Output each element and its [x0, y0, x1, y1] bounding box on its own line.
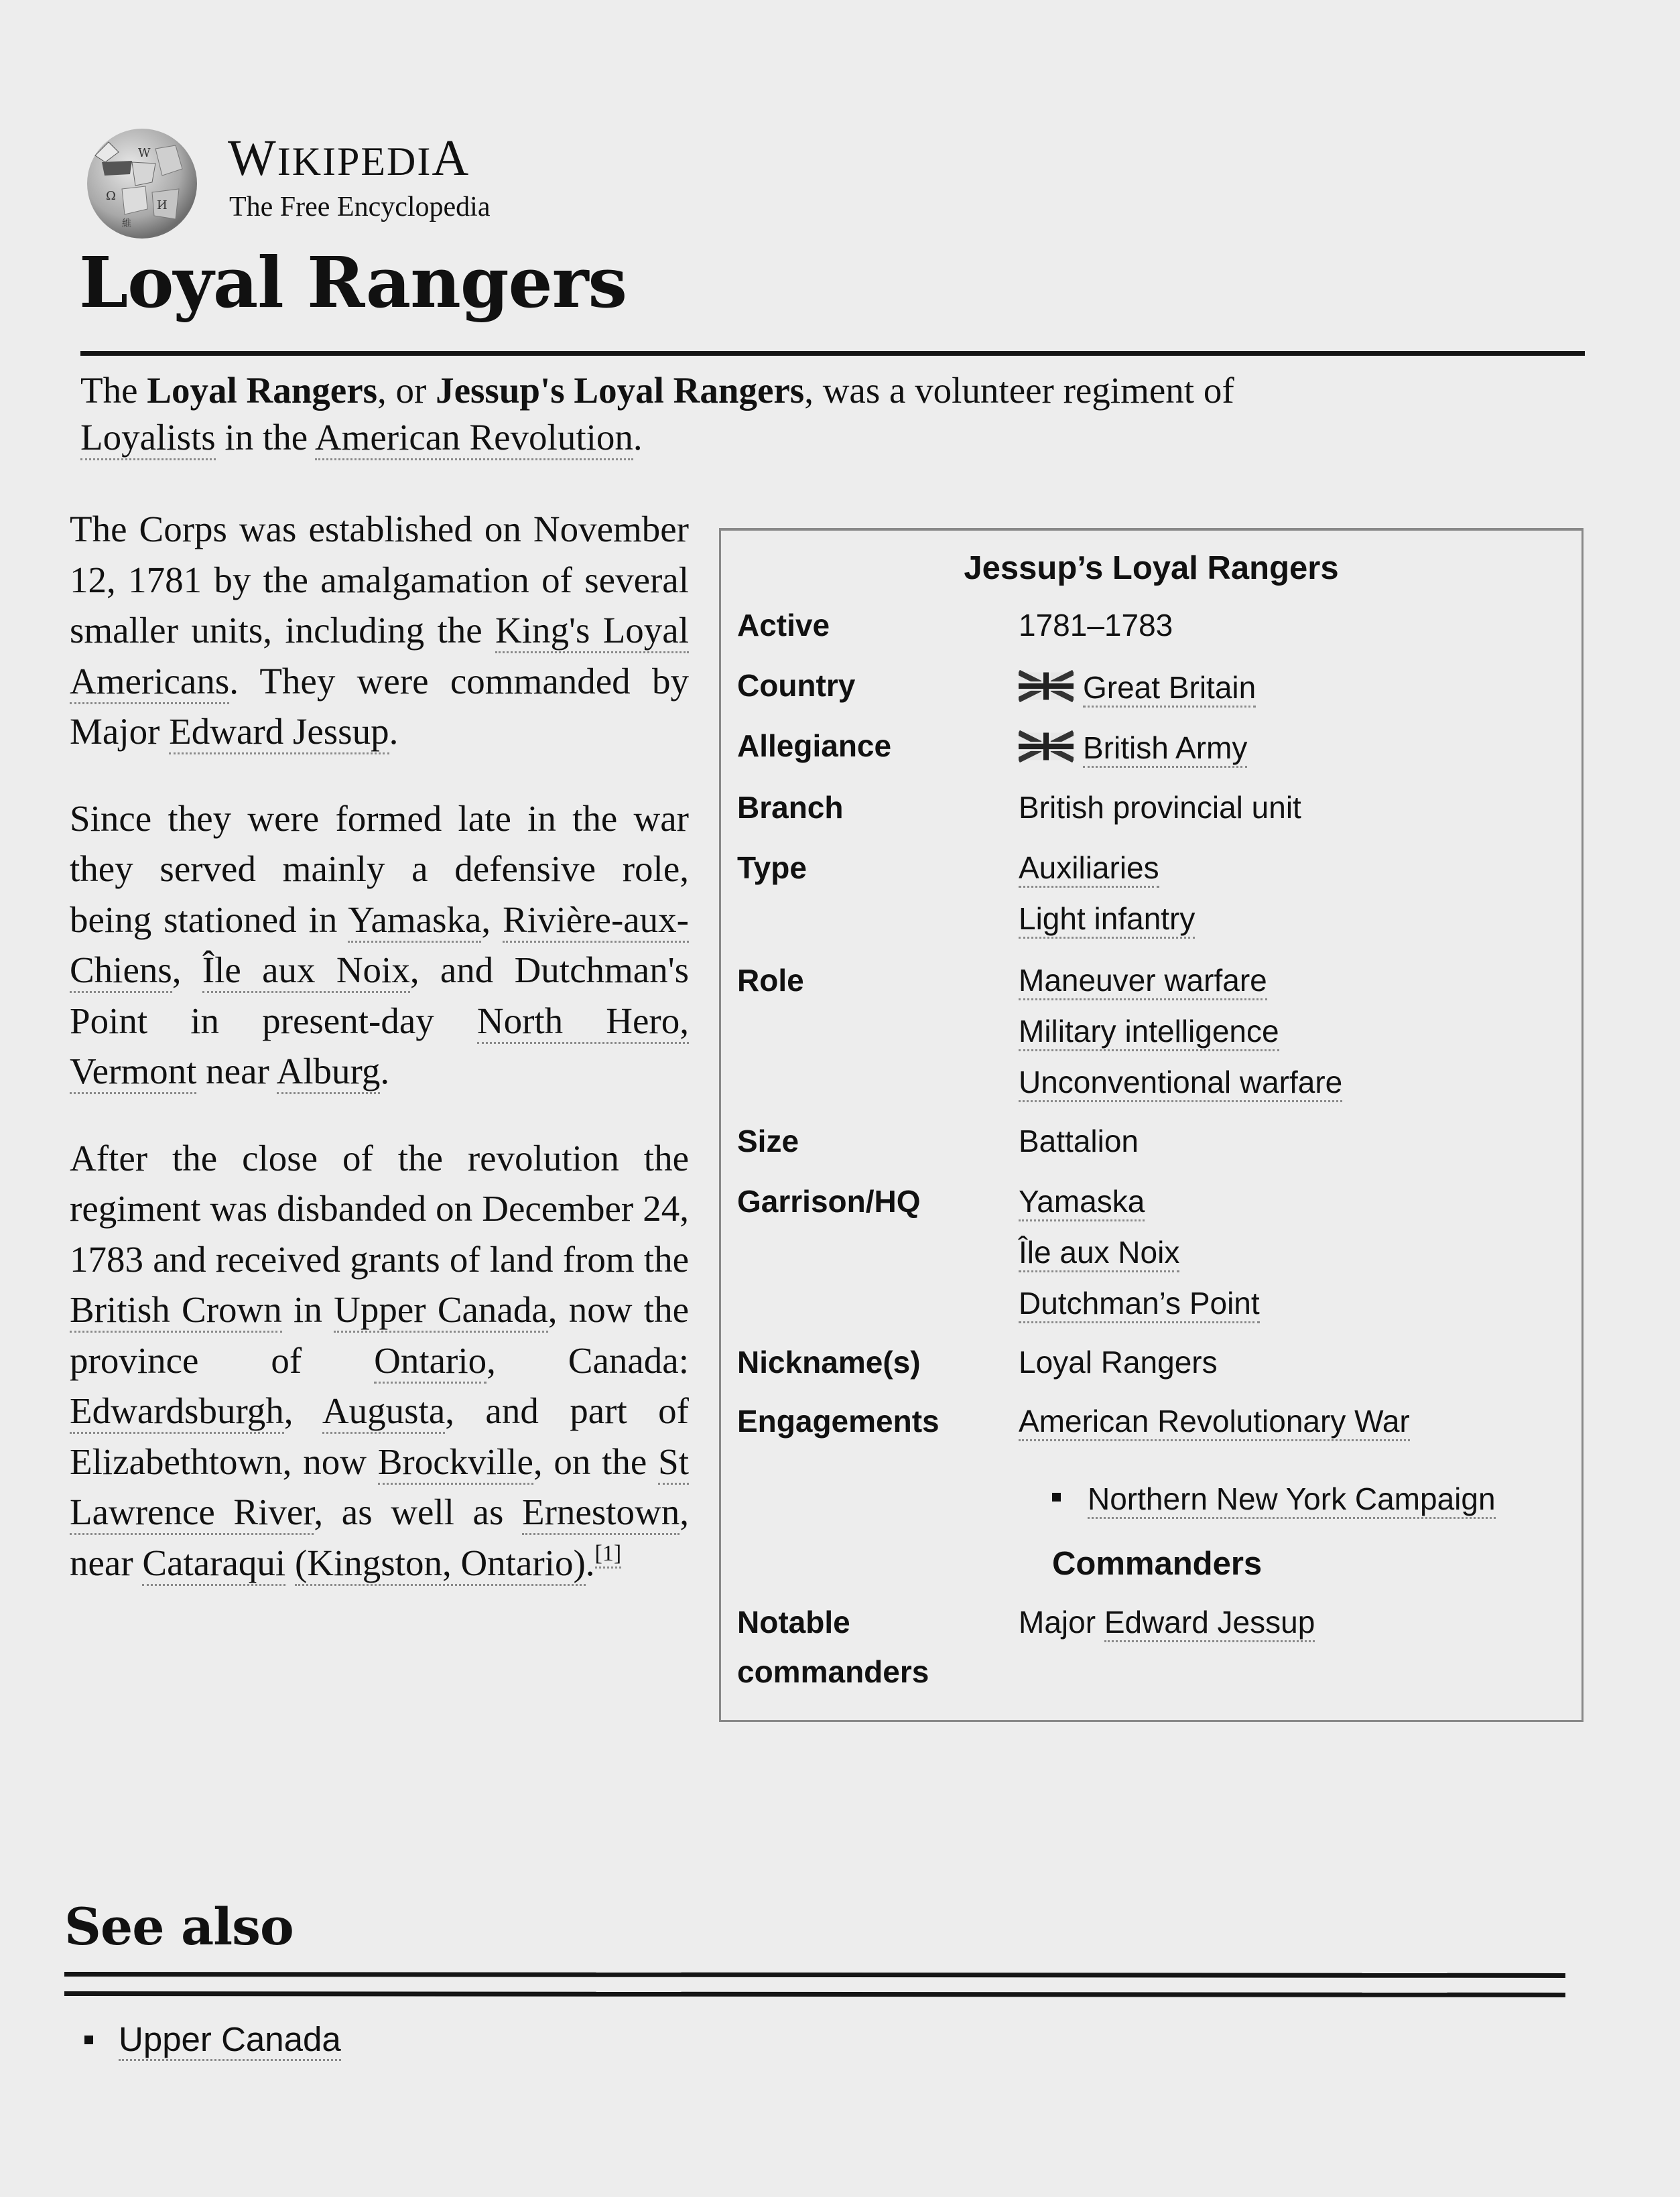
link-north-hero-vermont[interactable]: North Hero, Vermont	[70, 1000, 689, 1095]
text	[285, 1542, 295, 1583]
link-cataraqui[interactable]: Cataraqui	[142, 1542, 285, 1586]
text: , was a volunteer regiment of	[804, 370, 1234, 411]
wikipedia-wordmark[interactable]	[228, 130, 470, 186]
infobox-label: Allegiance	[737, 728, 892, 763]
text: The	[80, 370, 147, 411]
link-augusta[interactable]: Augusta	[322, 1390, 445, 1434]
paragraph-service	[70, 793, 689, 1097]
link-upper-canada[interactable]: Upper Canada	[334, 1289, 548, 1333]
wordmark-last: A	[432, 130, 470, 186]
wikipedia-globe-icon[interactable]	[82, 122, 202, 243]
link-upper-canada[interactable]: Upper Canada	[119, 2020, 341, 2061]
title-divider	[80, 351, 1585, 356]
text: .	[633, 417, 643, 458]
text: ,	[283, 1390, 322, 1431]
text: in the	[215, 417, 315, 458]
page-title: Loyal Rangers	[79, 241, 627, 324]
infobox-label: Size	[737, 1124, 799, 1158]
text: . They were commanded by Major	[70, 660, 689, 752]
link-american-revolution[interactable]: American Revolution	[315, 417, 633, 460]
link-ernestown[interactable]: Ernestown	[522, 1491, 680, 1535]
link-military-intelligence[interactable]: Military intelligence	[1019, 1014, 1279, 1051]
infobox-label: Garrison/HQ	[737, 1184, 921, 1219]
infobox	[719, 528, 1584, 1722]
svg-text:Ω: Ω	[106, 189, 116, 203]
infobox-title: Jessup’s Loyal Rangers	[964, 550, 1339, 586]
label-line: commanders	[737, 1654, 929, 1689]
infobox-value: 1781–1783	[1019, 608, 1173, 643]
text: , or	[377, 370, 436, 411]
bold-term: Loyal Rangers	[147, 370, 378, 411]
link-unconventional-warfare[interactable]: Unconventional warfare	[1019, 1065, 1342, 1102]
bullet-icon	[84, 2036, 93, 2044]
infobox-label	[737, 1597, 929, 1696]
paragraph-establishment	[70, 504, 689, 757]
link-yamaska[interactable]: Yamaska	[348, 899, 481, 943]
link-st-lawrence-river[interactable]: St Lawrence River	[70, 1441, 689, 1536]
text: .	[585, 1542, 595, 1583]
infobox-section-heading: Commanders	[1052, 1546, 1263, 1582]
link-brockville[interactable]: Brockville	[378, 1441, 533, 1485]
infobox-label: Engagements	[737, 1404, 940, 1439]
text: ,	[172, 949, 202, 990]
text: After the close of the revolution the regiment was disbanded on December 24, 1783 and received grants of land from the	[70, 1137, 689, 1280]
link-maneuver-warfare[interactable]: Maneuver warfare	[1019, 963, 1267, 1000]
link-auxiliaries[interactable]: Auxiliaries	[1019, 850, 1159, 888]
link-alburg[interactable]: Alburg	[277, 1051, 381, 1094]
link-edward-jessup[interactable]: Edward Jessup	[1104, 1605, 1315, 1642]
reference-link[interactable]: [1]	[595, 1541, 622, 1569]
infobox-label: Branch	[737, 790, 844, 825]
text: , Canada:	[487, 1339, 689, 1381]
text: The Corps was established on November 12, 1781 by the amalgamation of several smaller units, including the	[70, 509, 689, 651]
rank: Major	[1019, 1605, 1104, 1640]
link-loyalists[interactable]: Loyalists	[80, 417, 216, 460]
svg-text:И: И	[157, 198, 168, 212]
link-ile-aux-noix[interactable]: Île aux Noix	[202, 949, 410, 993]
link-kings-loyal-americans[interactable]: King's Loyal Americans	[70, 610, 689, 704]
text: .	[380, 1051, 390, 1091]
bullet-icon	[1052, 1493, 1061, 1502]
infobox-value: Loyal Rangers	[1019, 1345, 1218, 1380]
link-ontario[interactable]: Ontario	[374, 1340, 487, 1384]
link-edward-jessup[interactable]: Edward Jessup	[169, 711, 389, 754]
link-british-crown[interactable]: British Crown	[70, 1289, 282, 1333]
link-riviere-aux-chiens[interactable]: Rivière-aux-Chiens	[70, 899, 689, 994]
link-great-britain[interactable]: Great Britain	[1083, 670, 1256, 708]
infobox-value: British provincial unit	[1019, 790, 1301, 825]
link-dutchmans-point[interactable]: Dutchman’s Point	[1019, 1286, 1260, 1323]
text: .	[389, 711, 399, 752]
text: , near	[70, 1491, 689, 1583]
link-edwardsburgh[interactable]: Edwardsburgh	[70, 1390, 284, 1434]
infobox-label: Nickname(s)	[737, 1345, 921, 1380]
link-northern-new-york-campaign[interactable]: Northern New York Campaign	[1088, 1481, 1496, 1519]
union-flag-icon	[1019, 730, 1074, 762]
infobox-value: Battalion	[1019, 1124, 1139, 1158]
wikipedia-tagline: The Free Encyclopedia	[229, 192, 491, 222]
intro-paragraph	[80, 367, 1585, 461]
link-british-army[interactable]: British Army	[1083, 730, 1247, 768]
svg-text:W: W	[138, 146, 151, 160]
svg-text:維: 維	[122, 218, 131, 229]
link-american-revolutionary-war[interactable]: American Revolutionary War	[1019, 1404, 1410, 1441]
link-yamaska[interactable]: Yamaska	[1019, 1184, 1145, 1221]
section-divider	[64, 1972, 1565, 1978]
infobox-label: Active	[737, 608, 830, 643]
text: Since they were formed late in the war they served mainly a defensive role, being stationed in	[70, 797, 689, 940]
text: ,	[481, 898, 503, 940]
infobox-label: Role	[737, 963, 804, 998]
wordmark-middle: IKIPEDI	[277, 139, 432, 184]
label-line: Notable	[737, 1605, 850, 1640]
paragraph-disbandment	[70, 1133, 689, 1589]
wordmark-first: W	[228, 130, 277, 186]
section-heading-see-also: See also	[64, 1897, 294, 1956]
infobox-label: Country	[737, 668, 856, 703]
text: near	[196, 1051, 277, 1091]
article-body	[70, 504, 689, 1624]
text: , on the	[533, 1441, 659, 1482]
link-ile-aux-noix[interactable]: Île aux Noix	[1019, 1235, 1179, 1272]
text: , and part of Elizabethtown, now	[70, 1390, 689, 1482]
link-light-infantry[interactable]: Light infantry	[1019, 901, 1195, 939]
text: in	[281, 1289, 334, 1330]
text: , and Dutchman's Point in present-day	[70, 949, 690, 1041]
see-also-list	[84, 2022, 341, 2056]
text: , as well as	[314, 1491, 523, 1532]
link-kingston-ontario[interactable]: (Kingston, Ontario)	[295, 1542, 586, 1586]
section-divider	[64, 1991, 1565, 1997]
bold-term: Jessup's Loyal Rangers	[436, 370, 805, 411]
text: , now the province of	[70, 1289, 689, 1381]
infobox-label: Type	[737, 850, 807, 885]
union-flag-icon	[1019, 670, 1074, 702]
